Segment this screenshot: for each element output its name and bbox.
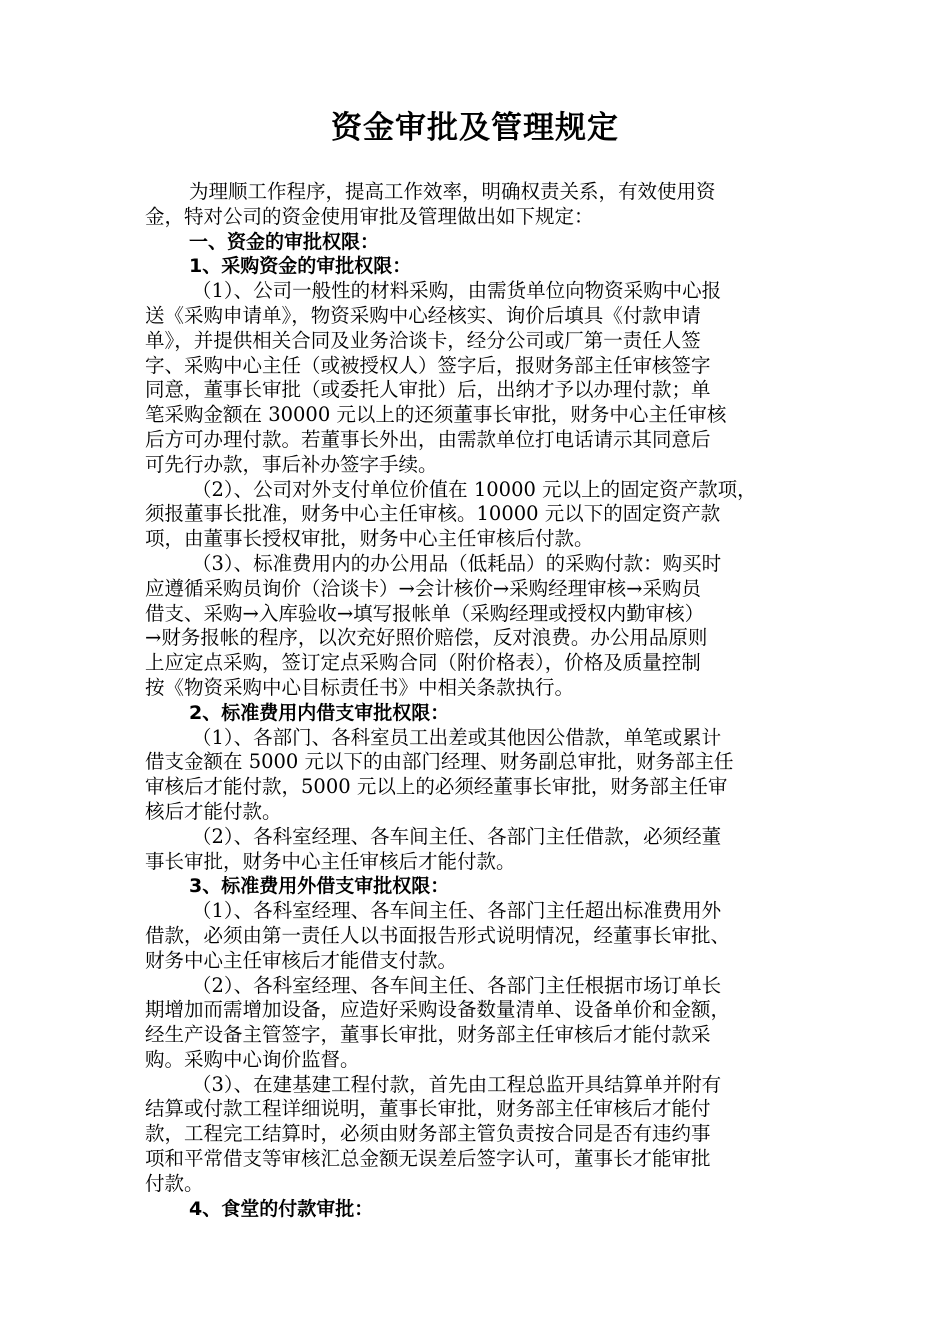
paragraph-line: 购。采购中心询价监督。 xyxy=(145,1047,360,1071)
paragraph-line: 审核后才能付款，5000 元以上的必须经董事长审批，财务部主任审 xyxy=(145,775,728,799)
paragraph-line: 期增加而需增加设备，应造好采购设备数量清单、设备单价和金额， xyxy=(145,998,731,1022)
paragraph-line: （2）、各科室经理、各车间主任、各部门主任根据市场订单长 xyxy=(192,973,722,997)
paragraph-line: 财务中心主任审核后才能借支付款。 xyxy=(145,948,458,972)
section-heading: 一、资金的审批权限： xyxy=(189,230,380,253)
paragraph-line: 须报董事长批准，财务中心主任审核。10000 元以下的固定资产款 xyxy=(145,502,721,526)
paragraph-line: 送《采购申请单》，物资采购中心经核实、询价后填具《付款申请 xyxy=(145,303,701,327)
paragraph-line: 笔采购金额在 30000 元以上的还须董事长审批，财务中心主任审核 xyxy=(145,403,727,427)
paragraph-line: 可先行办款，事后补办签字手续。 xyxy=(145,452,438,476)
page-title: 资金审批及管理规定 xyxy=(331,110,619,146)
paragraph-line: （1）、公司一般性的材料采购，由需货单位向物资采购中心报 xyxy=(192,279,722,303)
paragraph-line: 同意，董事长审批（或委托人审批）后，出纳才予以办理付款；单 xyxy=(145,378,711,402)
section-heading: 4、食堂的付款审批： xyxy=(189,1197,374,1220)
paragraph-line: 事长审批，财务中心主任审核后才能付款。 xyxy=(145,849,516,873)
paragraph-line: 按《物资采购中心目标责任书》中相关条款执行。 xyxy=(145,675,575,699)
paragraph-line: 后方可办理付款。若董事长外出，由需款单位打电话请示其同意后 xyxy=(145,427,711,451)
paragraph-line: （2）、公司对外支付单位价值在 10000 元以上的固定资产款项， xyxy=(192,477,757,501)
paragraph-line: 核后才能付款。 xyxy=(145,799,282,823)
paragraph-line: 项，由董事长授权审批，财务中心主任审核后付款。 xyxy=(145,527,594,551)
paragraph-line: 字、采购中心主任（或被授权人）签字后，报财务部主任审核签字 xyxy=(145,353,711,377)
paragraph-line: （1）、各科室经理、各车间主任、各部门主任超出标准费用外 xyxy=(192,899,722,923)
paragraph-line: 借支、采购→入库验收→填写报帐单（采购经理或授权内勤审核） xyxy=(145,601,705,625)
paragraph-line: 借支金额在 5000 元以下的由部门经理、财务副总审批，财务部主任 xyxy=(145,750,734,774)
paragraph-line: 项和平常借支等审核汇总金额无误差后签字认可，董事长才能审批 xyxy=(145,1147,711,1171)
paragraph-line: （1）、各部门、各科室员工出差或其他因公借款，单笔或累计 xyxy=(192,725,722,749)
paragraph-line: 款，工程完工结算时，必须由财务部主管负责按合同是否有违约事 xyxy=(145,1122,711,1146)
section-heading: 2、标准费用内借支审批权限： xyxy=(189,701,450,724)
paragraph-line: 经生产设备主管签字，董事长审批，财务部主任审核后才能付款采 xyxy=(145,1023,711,1047)
paragraph-line: 结算或付款工程详细说明，董事长审批，财务部主任审核后才能付 xyxy=(145,1097,711,1121)
section-heading: 1、采购资金的审批权限： xyxy=(189,255,412,278)
paragraph-line: （2）、各科室经理、各车间主任、各部门主任借款，必须经董 xyxy=(192,824,722,848)
paragraph-line: （3）、标准费用内的办公用品（低耗品）的采购付款：购买时 xyxy=(192,551,722,575)
paragraph-line: 付款。 xyxy=(145,1171,204,1195)
paragraph-line: 单》，并提供相关合同及业务洽谈卡，经分公司或厂第一责任人签 xyxy=(145,328,701,352)
paragraph-line: 为理顺工作程序，提高工作效率，明确权责关系，有效使用资 xyxy=(189,180,716,203)
paragraph-line: 金，特对公司的资金使用审批及管理做出如下规定： xyxy=(145,204,594,228)
paragraph-line: 上应定点采购，签订定点采购合同（附价格表），价格及质量控制 xyxy=(145,651,701,675)
paragraph-line: （3）、在建基建工程付款，首先由工程总监开具结算单并附有 xyxy=(192,1072,722,1096)
paragraph-line: →财务报帐的程序，以次充好照价赔偿，反对浪费。办公用品原则 xyxy=(145,626,708,650)
section-heading: 3、标准费用外借支审批权限： xyxy=(189,875,450,898)
paragraph-line: 借款，必须由第一责任人以书面报告形式说明情况，经董事长审批、 xyxy=(145,923,731,947)
paragraph-line: 应遵循采购员询价（洽谈卡）→会计核价→采购经理审核→采购员 xyxy=(145,576,702,600)
document-body xyxy=(145,180,810,1221)
